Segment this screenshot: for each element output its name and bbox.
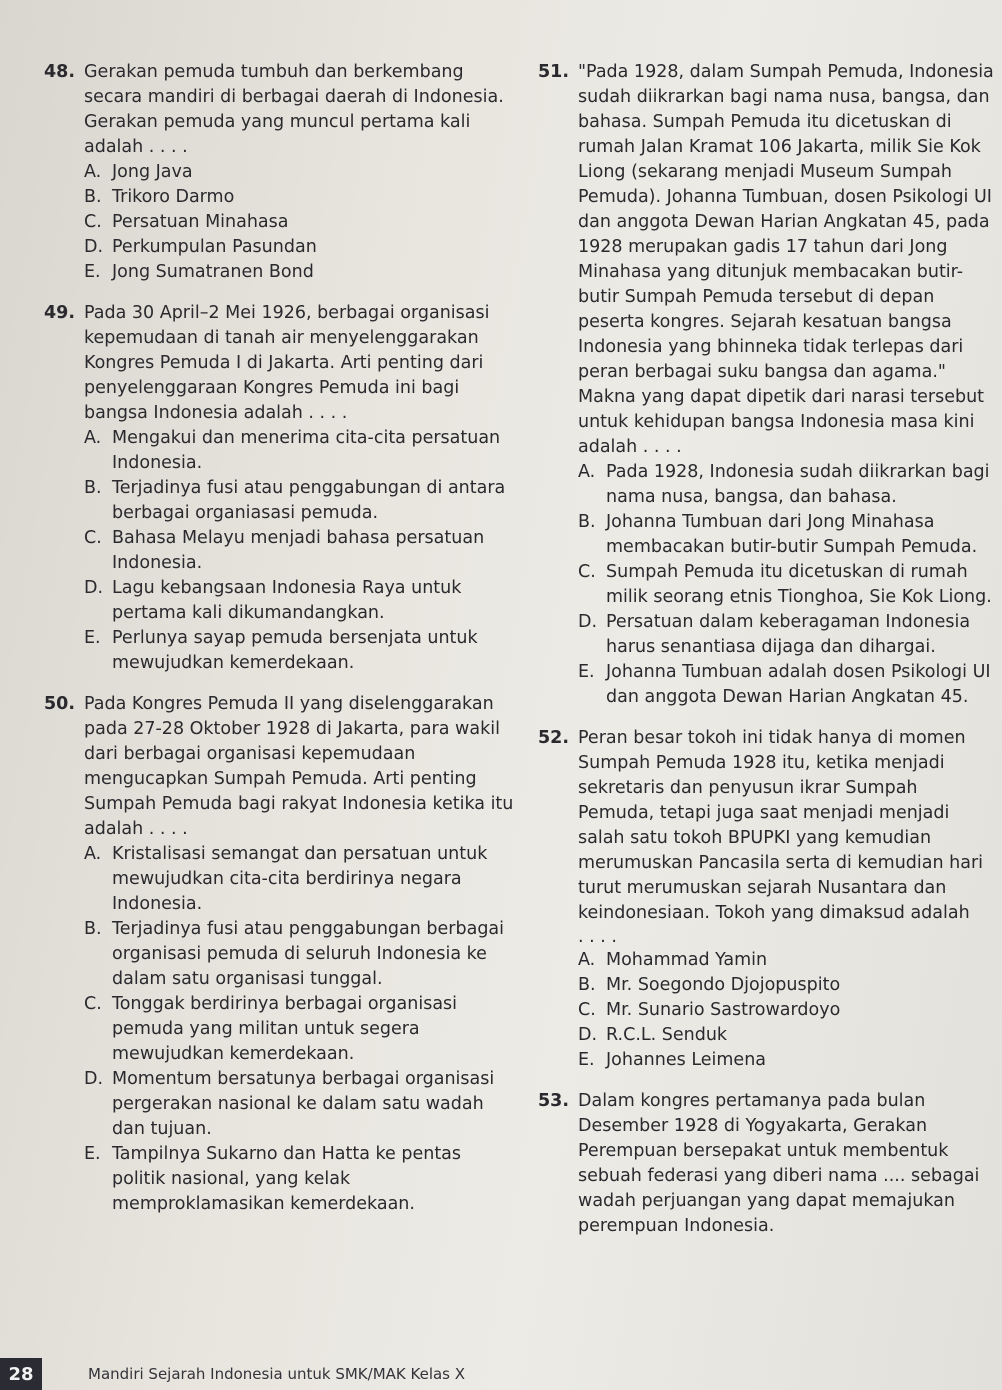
answer-options [84,160,514,285]
question-text: Pada Kongres Pemuda II yang diselenggarakan pada 27-28 Oktober 1928 di Jakarta, para wakil dari berbagai organisasi kepemudaan mengucapkan Sumpah Pemuda. Arti penting Sumpah Pemuda bagi rakyat Indonesia ketika itu adalah . . . . [84,694,514,839]
option-text: Persatuan dalam keberagaman Indonesia harus senantiasa dijaga dan dihargai. [606,612,971,657]
option-letter: A. [578,462,596,482]
question [538,60,994,710]
question [538,726,994,1073]
option-text: Tonggak berdirinya berbagai organisasi pemuda yang militan untuk segera mewujudkan kemerdekaan. [112,994,458,1064]
option-text: Terjadinya fusi atau penggabungan di antara berbagai organiasasi pemuda. [112,478,506,523]
answer-options [84,842,514,1217]
option-text: Pada 1928, Indonesia sudah diikrarkan bagi nama nusa, bangsa, dan bahasa. [606,462,990,507]
answer-option [84,185,514,210]
answer-option [578,973,994,998]
question-stem [538,60,994,460]
question-text: Peran besar tokoh ini tidak hanya di momen Sumpah Pemuda 1928 itu, ketika menjadi sekretaris dan penyusun ikrar Sumpah Pemuda, tetapi juga saat menjadi menjadi salah satu tokoh BPUPKI yang kemudian merumuskan Pancasila serta di kemudian hari turut merumuskan sejarah Nusantara dan keindonesiaan. Tokoh yang dimaksud adalah [578,728,984,923]
answer-option [84,626,514,676]
answer-option [578,510,994,560]
answer-options [84,426,514,676]
option-letter: E. [84,628,101,648]
answer-option [84,992,514,1067]
page-number: 28 [0,1358,42,1390]
option-letter: C. [84,528,102,548]
option-text: Lagu kebangsaan Indonesia Raya untuk pertama kali dikumandangkan. [112,578,462,623]
option-text: Mr. Soegondo Djojopuspito [606,975,841,995]
answer-blank: . . . . [578,927,617,947]
answer-option [578,1048,994,1073]
option-letter: D. [84,578,104,598]
option-text: Mohammad Yamin [606,950,768,970]
answer-option [84,917,514,992]
answer-option [84,1142,514,1217]
option-text: Persatuan Minahasa [112,212,289,232]
question-stem [538,1089,994,1239]
option-letter: D. [84,237,104,257]
question-number: 53. [538,1091,570,1111]
question-stem [44,60,514,160]
option-text: Momentum bersatunya berbagai organisasi pergerakan nasional ke dalam satu wadah dan tujuan. [112,1069,495,1139]
question [538,1089,994,1239]
answer-option [84,1067,514,1142]
option-letter: B. [84,187,102,207]
option-letter: C. [578,562,596,582]
option-text: Johannes Leimena [606,1050,767,1070]
answer-option [84,576,514,626]
question-number: 49. [44,303,76,323]
answer-option [578,560,994,610]
option-text: Mr. Sunario Sastrowardoyo [606,1000,841,1020]
option-letter: D. [84,1069,104,1089]
answer-option [84,160,514,185]
answer-option [84,426,514,476]
option-letter: C. [578,1000,596,1020]
answer-option [84,476,514,526]
option-letter: E. [84,262,101,282]
answer-option [578,660,994,710]
answer-option [578,460,994,510]
question-text: Pada 30 April–2 Mei 1926, berbagai organisasi kepemudaan di tanah air menyelenggarakan Kongres Pemuda I di Jakarta. Arti penting dari penyelenggaraan Kongres Pemuda ini bagi bangsa Indonesia adalah . . . . [84,303,490,423]
question-text: "Pada 1928, dalam Sumpah Pemuda, Indonesia sudah diikrarkan bagi nama nusa, bangsa, dan bahasa. Sumpah Pemuda itu dicetuskan di rumah Jalan Kramat 106 Jakarta, milik Sie Kok Liong (sekarang menjadi Museum Sumpah Pemuda). Johanna Tumbuan, dosen Psikologi UI dan anggota Dewan Harian Angkatan 45, pada 1928 merupakan gadis 17 tahun dari Jong Minahasa yang ditunjuk membacakan butir-butir Sumpah Pemuda tersebut di depan peserta kongres. Sejarah kesatuan bangsa Indonesia yang bhinneka tidak terlepas dari peran berbagai suku bangsa dan agama." Makna yang dapat dipetik dari narasi tersebut untuk kehidupan bangsa Indonesia masa kini adalah . . . . [578,62,994,457]
option-text: Jong Sumatranen Bond [112,262,314,282]
question-number: 52. [538,728,570,748]
answer-option [578,998,994,1023]
answer-option [84,260,514,285]
answer-option [578,948,994,973]
right-column [538,60,994,1255]
option-text: Trikoro Darmo [112,187,235,207]
option-letter: E. [578,1050,595,1070]
option-letter: A. [578,950,596,970]
answer-option [84,235,514,260]
question-number: 48. [44,62,76,82]
option-text: Sumpah Pemuda itu dicetuskan di rumah milik seorang etnis Tionghoa, Sie Kok Liong. [606,562,992,607]
option-text: Jong Java [112,162,193,182]
question [44,301,514,676]
option-letter: E. [84,1144,101,1164]
option-letter: B. [578,512,596,532]
question-text: Gerakan pemuda tumbuh dan berkembang secara mandiri di berbagai daerah di Indonesia. Gerakan pemuda yang muncul pertama kali adalah . . . . [84,62,504,157]
option-text: Perkumpulan Pasundan [112,237,317,257]
question-number: 51. [538,62,570,82]
answer-option [84,842,514,917]
left-column [44,60,514,1233]
answer-option [84,526,514,576]
answer-options [578,460,994,710]
option-letter: B. [84,919,102,939]
option-text: Perlunya sayap pemuda bersenjata untuk mewujudkan kemerdekaan. [112,628,478,673]
option-letter: D. [578,612,598,632]
option-text: Mengakui dan menerima cita-cita persatuan Indonesia. [112,428,501,473]
answer-options [578,948,994,1073]
option-text: Johanna Tumbuan dari Jong Minahasa membacakan butir-butir Sumpah Pemuda. [606,512,978,557]
option-letter: C. [84,212,102,232]
answer-option [578,610,994,660]
option-letter: B. [84,478,102,498]
option-text: Tampilnya Sukarno dan Hatta ke pentas politik nasional, yang kelak memproklamasikan kemerdekaan. [112,1144,462,1214]
question-number: 50. [44,694,76,714]
answer-option [578,1023,994,1048]
option-letter: D. [578,1025,598,1045]
answer-option [84,210,514,235]
question-text: Dalam kongres pertamanya pada bulan Desember 1928 di Yogyakarta, Gerakan Perempuan bersepakat untuk membentuk sebuah federasi yang diberi nama .... sebagai wadah perjuangan yang dapat memajukan perempuan Indonesia. [578,1091,980,1236]
page-footer [0,1358,1002,1390]
option-text: R.C.L. Senduk [606,1025,728,1045]
question [44,60,514,285]
question-stem [44,692,514,842]
book-title: Mandiri Sejarah Indonesia untuk SMK/MAK Kelas X [88,1365,466,1383]
option-letter: E. [578,662,595,682]
option-letter: A. [84,428,102,448]
question-stem [44,301,514,426]
question-stem [538,726,994,926]
option-letter: A. [84,844,102,864]
question [44,692,514,1217]
option-text: Johanna Tumbuan adalah dosen Psikologi UI dan anggota Dewan Harian Angkatan 45. [606,662,991,707]
option-text: Bahasa Melayu menjadi bahasa persatuan Indonesia. [112,528,485,573]
option-letter: C. [84,994,102,1014]
option-letter: A. [84,162,102,182]
option-text: Kristalisasi semangat dan persatuan untuk mewujudkan cita-cita berdirinya negara Indonesia. [112,844,488,914]
option-letter: B. [578,975,596,995]
option-text: Terjadinya fusi atau penggabungan berbagai organisasi pemuda di seluruh Indonesia ke dalam satu organisasi tunggal. [112,919,505,989]
